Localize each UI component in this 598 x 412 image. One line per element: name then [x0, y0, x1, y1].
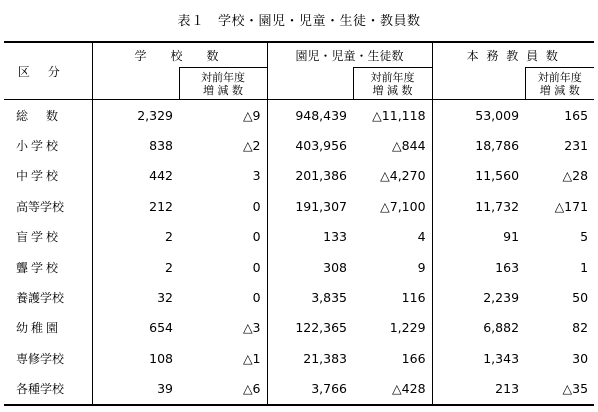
cell-value: △11,118 [372, 107, 426, 123]
table-row [4, 130, 594, 160]
row-label: 各種学校 [4, 374, 92, 405]
cell-value: 0 [252, 229, 261, 245]
cell-value: 122,365 [267, 313, 353, 343]
cell-value: 133 [267, 222, 353, 252]
statistics-table [4, 41, 594, 406]
cell-value: 3 [252, 168, 261, 184]
cell-value: △171 [554, 198, 589, 214]
cell-value: △35 [525, 374, 594, 405]
header-teachers-count [432, 68, 525, 100]
header-teachers-change [525, 68, 594, 100]
table-row [4, 191, 594, 221]
sub-label-line2: 増 減 数 [539, 83, 580, 97]
cell-value: 21,383 [267, 343, 353, 373]
table-row [4, 100, 594, 131]
row-label: 中学校 [16, 169, 62, 184]
cell-value: 2 [92, 252, 179, 282]
cell-value: 53,009 [432, 100, 525, 131]
cell-value: 50 [572, 290, 589, 306]
cell-value: △9 [242, 107, 261, 123]
sub-label-line1: 対前年度 [370, 70, 415, 84]
table-row [4, 161, 594, 191]
cell-value: 3,766 [267, 374, 353, 405]
sub-label-line2: 増 減 数 [372, 83, 413, 97]
table-body [4, 100, 594, 405]
cell-value: △2 [242, 138, 261, 154]
row-label: 高等学校 [16, 199, 65, 214]
cell-value: 2 [92, 222, 179, 252]
cell-value: 165 [564, 107, 589, 123]
table-title: 表１ 学校・園児・児童・生徒・教員数 [177, 14, 421, 29]
cell-value: △7,100 [380, 198, 426, 214]
row-label: 盲学校 [16, 230, 62, 245]
header-students: 園児・児童・生徒数 [267, 42, 432, 68]
row-label: 総 数 [16, 108, 62, 123]
cell-value: 948,439 [267, 100, 353, 131]
cell-value: 30 [572, 350, 589, 366]
cell-value: 2,239 [432, 282, 525, 312]
row-label: 小学校 [16, 139, 62, 154]
cell-value: 231 [564, 138, 589, 154]
row-label: 幼稚園 [16, 321, 62, 336]
sub-label-line1: 対前年度 [201, 70, 245, 84]
header-teachers: 本 務 教 員 数 [432, 42, 594, 68]
cell-value: 2,329 [92, 100, 179, 131]
cell-value: 166 [401, 350, 426, 366]
cell-value: 3,835 [267, 282, 353, 312]
header-schools: 学 校 数 [92, 42, 267, 68]
cell-value: 403,956 [267, 130, 353, 160]
table-row [4, 313, 594, 343]
cell-value: 1,229 [389, 320, 426, 336]
cell-value: 32 [92, 282, 179, 312]
cell-value: 0 [252, 198, 261, 214]
sub-label-line1: 対前年度 [537, 70, 582, 84]
header-students-change [353, 68, 432, 100]
cell-value: 308 [267, 252, 353, 282]
cell-value: 9 [417, 259, 426, 275]
cell-value: △28 [562, 168, 589, 184]
cell-value: 1,343 [432, 343, 525, 373]
cell-value: △844 [392, 138, 426, 154]
table-row [4, 222, 594, 252]
cell-value: 82 [572, 320, 589, 336]
header-kubun: 区分 [4, 42, 92, 100]
header-schools-count [92, 68, 179, 100]
cell-value: 39 [92, 374, 179, 405]
cell-value: 838 [92, 130, 179, 160]
cell-value: 6,882 [432, 313, 525, 343]
cell-value: 4 [417, 229, 426, 245]
row-label: 聾学校 [16, 260, 62, 275]
table-row [4, 252, 594, 282]
cell-value: △3 [242, 320, 261, 336]
table-row [4, 282, 594, 312]
cell-value: 1 [580, 259, 589, 275]
cell-value: 191,307 [267, 191, 353, 221]
header-students-count [267, 68, 353, 100]
cell-value: △4,270 [380, 168, 426, 184]
cell-value: 0 [252, 290, 261, 306]
row-label: 専修学校 [16, 351, 65, 366]
cell-value: 201,386 [267, 161, 353, 191]
table-row [4, 374, 594, 405]
cell-value: 0 [252, 259, 261, 275]
cell-value: 91 [432, 222, 525, 252]
cell-value: 11,732 [432, 191, 525, 221]
cell-value: 116 [401, 290, 426, 306]
cell-value: 654 [92, 313, 179, 343]
cell-value: 18,786 [432, 130, 525, 160]
cell-value: 11,560 [432, 161, 525, 191]
cell-value: 442 [92, 161, 179, 191]
cell-value: △1 [242, 350, 261, 366]
cell-value: 5 [580, 229, 589, 245]
sub-label-line2: 増 減 数 [203, 83, 243, 97]
cell-value: 213 [432, 374, 525, 405]
cell-value: 108 [92, 343, 179, 373]
cell-value: △6 [179, 374, 267, 405]
cell-value: 212 [92, 191, 179, 221]
cell-value: △428 [353, 374, 432, 405]
header-schools-change [179, 68, 267, 100]
table-row [4, 343, 594, 373]
cell-value: 163 [432, 252, 525, 282]
row-label: 養護学校 [16, 291, 65, 306]
